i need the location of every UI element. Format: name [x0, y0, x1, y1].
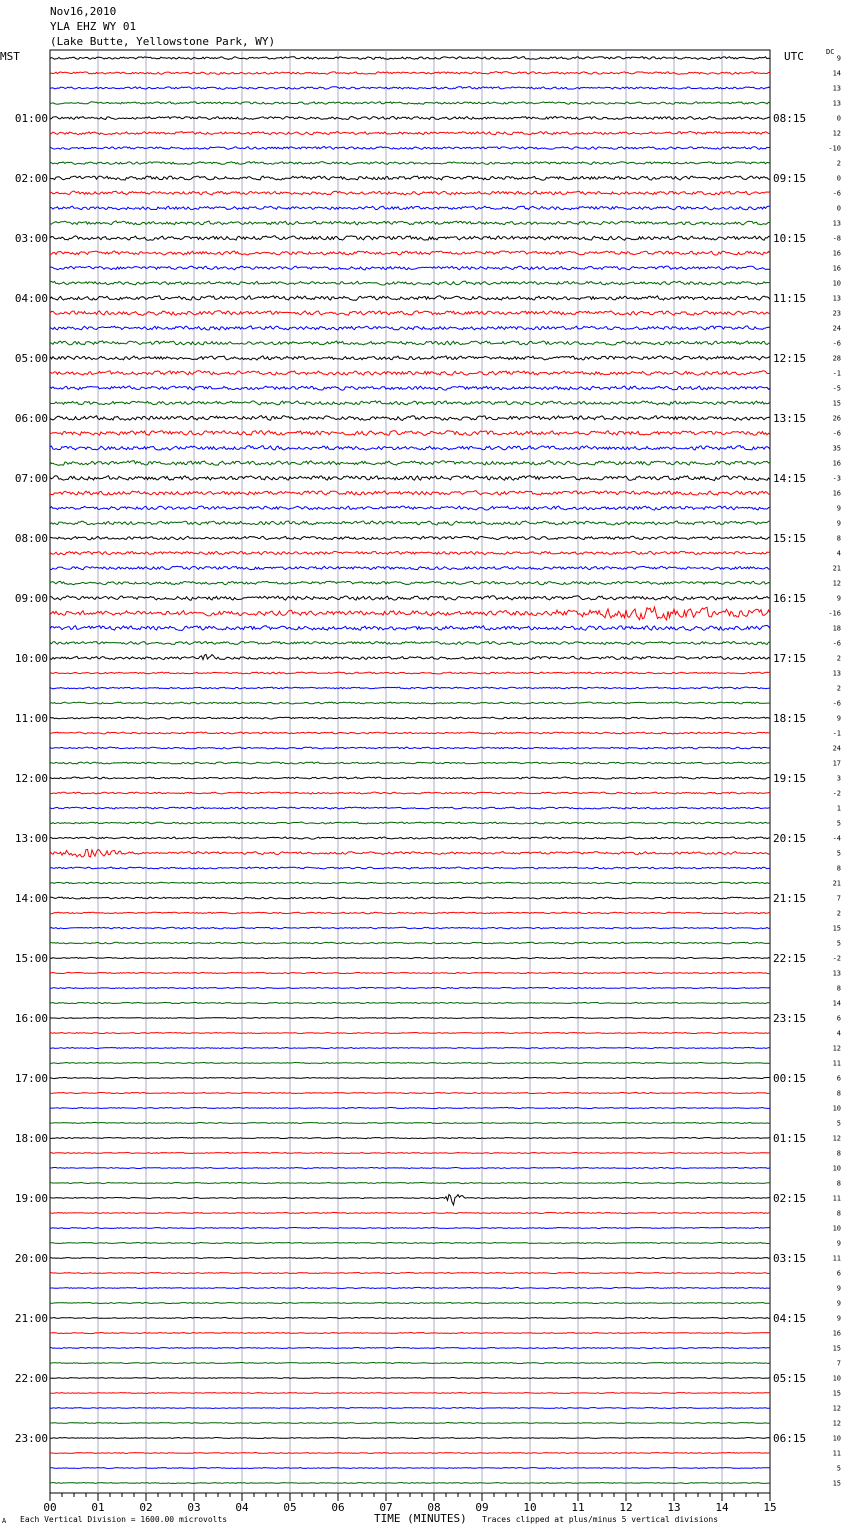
seismic-trace	[50, 1438, 770, 1439]
left-hour-label: 06:00	[14, 412, 48, 425]
right-hour-label: 03:15	[773, 1252, 807, 1265]
seismic-trace	[50, 1363, 770, 1364]
dc-offset-label: 5	[836, 939, 841, 948]
seismic-trace	[50, 747, 770, 749]
dc-offset-label: 15	[832, 924, 841, 933]
dc-offset-label: 10	[832, 1374, 841, 1383]
right-hour-label: 04:15	[773, 1312, 807, 1325]
left-hour-label: 04:00	[14, 292, 48, 305]
dc-offset-label: 6	[836, 1074, 841, 1083]
left-hour-label: 22:00	[14, 1372, 48, 1385]
dc-offset-label: 9	[836, 54, 841, 63]
dc-offset-label: 26	[832, 414, 841, 423]
dc-offset-label: -10	[828, 144, 841, 153]
seismic-trace	[50, 1107, 770, 1108]
dc-offset-label: -8	[832, 234, 841, 243]
left-hour-label: 16:00	[14, 1012, 48, 1025]
dc-offset-label: 13	[832, 969, 841, 978]
seismic-trace	[50, 416, 770, 421]
dc-offset-label: -5	[832, 384, 841, 393]
dc-offset-label: 5	[836, 819, 841, 828]
dc-offset-label: 35	[832, 444, 841, 453]
dc-offset-label: 11	[832, 1194, 841, 1203]
seismic-trace	[50, 57, 770, 60]
dc-offset-label: 0	[836, 174, 841, 183]
dc-offset-label: 16	[832, 249, 841, 258]
seismic-trace	[50, 837, 770, 839]
seismic-trace	[50, 1483, 770, 1484]
left-hour-label: 10:00	[14, 652, 48, 665]
dc-offset-label: 6	[836, 1269, 841, 1278]
left-hour-label: 14:00	[14, 892, 48, 905]
seismic-trace	[50, 206, 770, 210]
seismic-trace	[50, 942, 770, 944]
seismic-trace	[50, 296, 770, 301]
seismic-trace	[50, 987, 770, 988]
x-tick-label: 07	[379, 1501, 393, 1514]
dc-offset-label: 13	[832, 294, 841, 303]
seismic-trace	[50, 1033, 770, 1034]
dc-offset-label: 9	[836, 1239, 841, 1248]
seismic-trace	[50, 326, 770, 330]
dc-offset-label: 24	[832, 744, 841, 753]
seismic-trace	[50, 1347, 770, 1348]
x-tick-label: 12	[619, 1501, 633, 1514]
right-hour-label: 14:15	[773, 472, 807, 485]
seismic-trace	[50, 1227, 770, 1228]
footer-mark: A	[2, 1517, 7, 1525]
left-hour-label: 20:00	[14, 1252, 48, 1265]
seismic-trace	[50, 596, 770, 601]
seismic-trace	[50, 882, 770, 884]
dc-offset-label: 6	[836, 1014, 841, 1023]
dc-offset-label: 10	[832, 1224, 841, 1233]
dc-offset-label: 9	[836, 714, 841, 723]
left-hour-label: 09:00	[14, 592, 48, 605]
right-hour-label: 05:15	[773, 1372, 807, 1385]
seismic-trace	[50, 1273, 770, 1274]
dc-offset-label: 16	[832, 1329, 841, 1338]
seismic-trace	[50, 1453, 770, 1454]
seismic-trace	[50, 1122, 770, 1123]
left-hour-label: 12:00	[14, 772, 48, 785]
seismic-trace	[50, 717, 770, 719]
dc-offset-label: 10	[832, 279, 841, 288]
left-timezone-label: MST	[0, 50, 20, 63]
clip-note: Traces clipped at plus/minus 5 vertical divisions	[482, 1515, 719, 1524]
dc-offset-label: 11	[832, 1449, 841, 1458]
right-hour-label: 06:15	[773, 1432, 807, 1445]
x-tick-label: 06	[331, 1501, 345, 1514]
dc-offset-label: 12	[832, 1044, 841, 1053]
seismic-trace	[50, 117, 770, 120]
right-hour-label: 13:15	[773, 412, 807, 425]
seismic-trace	[50, 131, 770, 134]
left-hour-label: 18:00	[14, 1132, 48, 1145]
dc-offset-label: -2	[832, 789, 841, 798]
x-axis-label: TIME (MINUTES)	[374, 1512, 467, 1525]
seismic-trace	[50, 371, 770, 376]
right-hour-label: 01:15	[773, 1132, 807, 1145]
seismic-trace	[50, 386, 770, 390]
seismic-trace	[50, 1078, 770, 1079]
right-hour-label: 16:15	[773, 592, 807, 605]
dc-offset-label: 8	[836, 864, 841, 873]
seismic-trace	[50, 356, 770, 360]
dc-offset-label: 8	[836, 1089, 841, 1098]
dc-offset-label: 12	[832, 1404, 841, 1413]
dc-offset-label: 2	[836, 684, 841, 693]
right-hour-label: 02:15	[773, 1192, 807, 1205]
dc-offset-label: 0	[836, 114, 841, 123]
seismic-trace	[50, 867, 770, 869]
left-hour-label: 02:00	[14, 172, 48, 185]
seismic-trace	[50, 401, 770, 405]
dc-offset-label: -6	[832, 339, 841, 348]
x-tick-label: 02	[139, 1501, 153, 1514]
dc-offset-label: 9	[836, 1284, 841, 1293]
dc-offset-label: 4	[836, 549, 841, 558]
dc-offset-label: 10	[832, 1164, 841, 1173]
dc-offset-label: 0	[836, 204, 841, 213]
dc-offset-label: 23	[832, 309, 841, 318]
dc-offset-label: 4	[836, 1029, 841, 1038]
dc-offset-label: -6	[832, 429, 841, 438]
dc-offset-label: 28	[832, 354, 841, 363]
seismic-trace	[50, 1408, 770, 1409]
seismic-trace	[50, 972, 770, 973]
seismic-trace	[50, 642, 770, 645]
dc-offset-label: 13	[832, 669, 841, 678]
seismic-trace	[50, 266, 770, 270]
seismic-trace	[50, 102, 770, 105]
seismic-trace	[50, 672, 770, 674]
dc-offset-label: 17	[832, 759, 841, 768]
right-hour-label: 10:15	[773, 232, 807, 245]
seismic-trace	[50, 927, 770, 929]
seismic-trace	[50, 897, 770, 899]
dc-offset-label: 13	[832, 99, 841, 108]
left-hour-label: 08:00	[14, 532, 48, 545]
dc-offset-label: 11	[832, 1059, 841, 1068]
dc-offset-label: 18	[832, 624, 841, 633]
right-hour-label: 09:15	[773, 172, 807, 185]
seismic-trace	[50, 1333, 770, 1334]
date-label: Nov16,2010	[50, 5, 117, 18]
right-hour-label: 11:15	[773, 292, 807, 305]
left-hour-label: 17:00	[14, 1072, 48, 1085]
dc-offset-label: 16	[832, 489, 841, 498]
seismic-trace	[50, 1423, 770, 1424]
right-hour-label: 21:15	[773, 892, 807, 905]
seismic-trace	[50, 87, 770, 90]
seismic-trace	[50, 506, 770, 510]
dc-offset-label: 15	[832, 1389, 841, 1398]
x-tick-label: 10	[523, 1501, 537, 1514]
dc-offset-label: -6	[832, 189, 841, 198]
seismic-trace	[50, 807, 770, 809]
right-hour-label: 17:15	[773, 652, 807, 665]
dc-offset-label: 10	[832, 1434, 841, 1443]
left-hour-label: 05:00	[14, 352, 48, 365]
dc-offset-label: 15	[832, 1344, 841, 1353]
right-hour-label: 18:15	[773, 712, 807, 725]
seismic-trace	[50, 957, 770, 958]
dc-offset-label: 5	[836, 1464, 841, 1473]
seismic-trace	[50, 1317, 770, 1318]
dc-offset-label: 10	[832, 1104, 841, 1113]
dc-offset-label: 9	[836, 1314, 841, 1323]
right-hour-label: 15:15	[773, 532, 807, 545]
left-hour-label: 11:00	[14, 712, 48, 725]
dc-offset-label: -6	[832, 639, 841, 648]
x-tick-label: 13	[667, 1501, 681, 1514]
dc-offset-label: 8	[836, 1179, 841, 1188]
seismic-trace	[50, 191, 770, 195]
seismic-trace	[50, 687, 770, 689]
seismic-trace	[50, 777, 770, 779]
x-tick-label: 01	[91, 1501, 105, 1514]
dc-offset-label: -16	[828, 609, 841, 618]
dc-offset-label: 9	[836, 1299, 841, 1308]
dc-offset-label: 8	[836, 984, 841, 993]
dc-offset-label: 14	[832, 69, 841, 78]
dc-offset-label: 7	[836, 894, 841, 903]
seismic-trace	[50, 566, 770, 569]
seismic-trace	[50, 732, 770, 734]
seismic-trace	[50, 1017, 770, 1018]
seismic-trace	[50, 491, 770, 495]
dc-offset-label: -3	[832, 474, 841, 483]
dc-offset-label: 9	[836, 594, 841, 603]
dc-offset-label: 24	[832, 324, 841, 333]
dc-offset-label: 9	[836, 519, 841, 528]
dc-offset-label: -4	[832, 834, 841, 843]
seismic-trace	[50, 625, 770, 630]
x-tick-label: 00	[43, 1501, 57, 1514]
dc-offset-label: 12	[832, 1134, 841, 1143]
seismic-trace	[50, 236, 770, 240]
seismic-trace	[50, 551, 770, 554]
seismic-trace	[50, 912, 770, 914]
left-hour-label: 01:00	[14, 112, 48, 125]
right-hour-label: 22:15	[773, 952, 807, 965]
right-hour-label: 19:15	[773, 772, 807, 785]
seismic-trace	[50, 762, 770, 764]
dc-offset-label: 13	[832, 84, 841, 93]
dc-offset-label: 3	[836, 774, 841, 783]
seismic-trace	[50, 521, 770, 525]
dc-offset-label: 21	[832, 564, 841, 573]
right-hour-label: 23:15	[773, 1012, 807, 1025]
seismic-trace	[50, 1047, 770, 1048]
seismic-trace	[50, 1183, 770, 1184]
right-hour-label: 20:15	[773, 832, 807, 845]
dc-offset-label: -1	[832, 729, 841, 738]
seismic-trace	[50, 311, 770, 316]
dc-offset-label: 8	[836, 534, 841, 543]
dc-offset-label: 5	[836, 1119, 841, 1128]
seismic-trace	[50, 1195, 770, 1206]
x-tick-label: 15	[763, 1501, 777, 1514]
right-timezone-label: UTC	[784, 50, 804, 63]
dc-offset-label: 11	[832, 1254, 841, 1263]
dc-offset-label: 15	[832, 1479, 841, 1488]
seismic-trace	[50, 1212, 770, 1213]
left-hour-label: 07:00	[14, 472, 48, 485]
dc-offset-label: 12	[832, 129, 841, 138]
station-label: YLA EHZ WY 01	[50, 20, 137, 33]
seismic-trace	[50, 536, 770, 540]
seismic-trace	[50, 822, 770, 824]
x-tick-label: 14	[715, 1501, 729, 1514]
seismic-trace	[50, 461, 770, 466]
dc-offset-label: 7	[836, 1359, 841, 1368]
left-hour-label: 19:00	[14, 1192, 48, 1205]
seismic-trace	[50, 72, 770, 75]
location-label: (Lake Butte, Yellowstone Park, WY)	[50, 35, 276, 48]
seismic-trace	[50, 251, 770, 255]
seismic-trace	[50, 792, 770, 794]
seismic-trace	[50, 147, 770, 150]
seismic-trace	[50, 221, 770, 225]
scale-note: Each Vertical Division = 1600.00 microvolts	[20, 1515, 228, 1524]
seismic-trace	[50, 849, 770, 857]
seismic-trace	[50, 655, 770, 660]
seismic-trace	[50, 702, 770, 704]
dc-offset-label: 14	[832, 999, 841, 1008]
dc-offset-label: 21	[832, 879, 841, 888]
dc-offset-label: 16	[832, 264, 841, 273]
seismic-trace	[50, 1378, 770, 1379]
seismic-trace	[50, 176, 770, 180]
x-tick-label: 09	[475, 1501, 489, 1514]
seismic-trace	[50, 1243, 770, 1244]
seismic-trace	[50, 341, 770, 345]
x-tick-label: 11	[571, 1501, 585, 1514]
x-tick-label: 05	[283, 1501, 297, 1514]
right-hour-label: 00:15	[773, 1072, 807, 1085]
left-hour-label: 03:00	[14, 232, 48, 245]
seismic-trace	[50, 431, 770, 436]
seismic-trace	[50, 1063, 770, 1064]
seismic-trace	[50, 1302, 770, 1303]
dc-offset-label: 15	[832, 399, 841, 408]
seismic-trace	[50, 1137, 770, 1138]
seismic-trace	[50, 607, 770, 620]
seismic-trace	[50, 281, 770, 285]
dc-offset-label: 9	[836, 504, 841, 513]
seismic-trace	[50, 1468, 770, 1469]
dc-offset-label: 5	[836, 849, 841, 858]
left-hour-label: 15:00	[14, 952, 48, 965]
dc-offset-label: 1	[836, 804, 841, 813]
left-hour-label: 23:00	[14, 1432, 48, 1445]
dc-label: DC	[826, 48, 835, 56]
dc-offset-label: 12	[832, 579, 841, 588]
seismic-trace	[50, 581, 770, 584]
x-tick-label: 04	[235, 1501, 249, 1514]
dc-offset-label: 2	[836, 159, 841, 168]
dc-offset-label: -2	[832, 954, 841, 963]
seismic-trace	[50, 1002, 770, 1003]
seismic-trace	[50, 1287, 770, 1288]
dc-offset-label: 2	[836, 654, 841, 663]
dc-offset-label: 16	[832, 459, 841, 468]
dc-offset-label: 12	[832, 1419, 841, 1428]
left-hour-label: 13:00	[14, 832, 48, 845]
seismic-trace	[50, 1257, 770, 1258]
dc-offset-label: -1	[832, 369, 841, 378]
right-hour-label: 08:15	[773, 112, 807, 125]
dc-offset-label: 8	[836, 1149, 841, 1158]
x-tick-label: 03	[187, 1501, 201, 1514]
seismic-trace	[50, 476, 770, 481]
seismic-trace	[50, 1168, 770, 1169]
dc-offset-label: 8	[836, 1209, 841, 1218]
seismic-trace	[50, 446, 770, 451]
seismic-trace	[50, 1393, 770, 1394]
left-hour-label: 21:00	[14, 1312, 48, 1325]
x-tick-label: 08	[427, 1501, 441, 1514]
seismic-trace	[50, 1092, 770, 1093]
dc-offset-label: 2	[836, 909, 841, 918]
right-hour-label: 12:15	[773, 352, 807, 365]
dc-offset-label: 13	[832, 219, 841, 228]
seismic-trace	[50, 1152, 770, 1153]
dc-offset-label: -6	[832, 699, 841, 708]
seismic-trace	[50, 162, 770, 165]
